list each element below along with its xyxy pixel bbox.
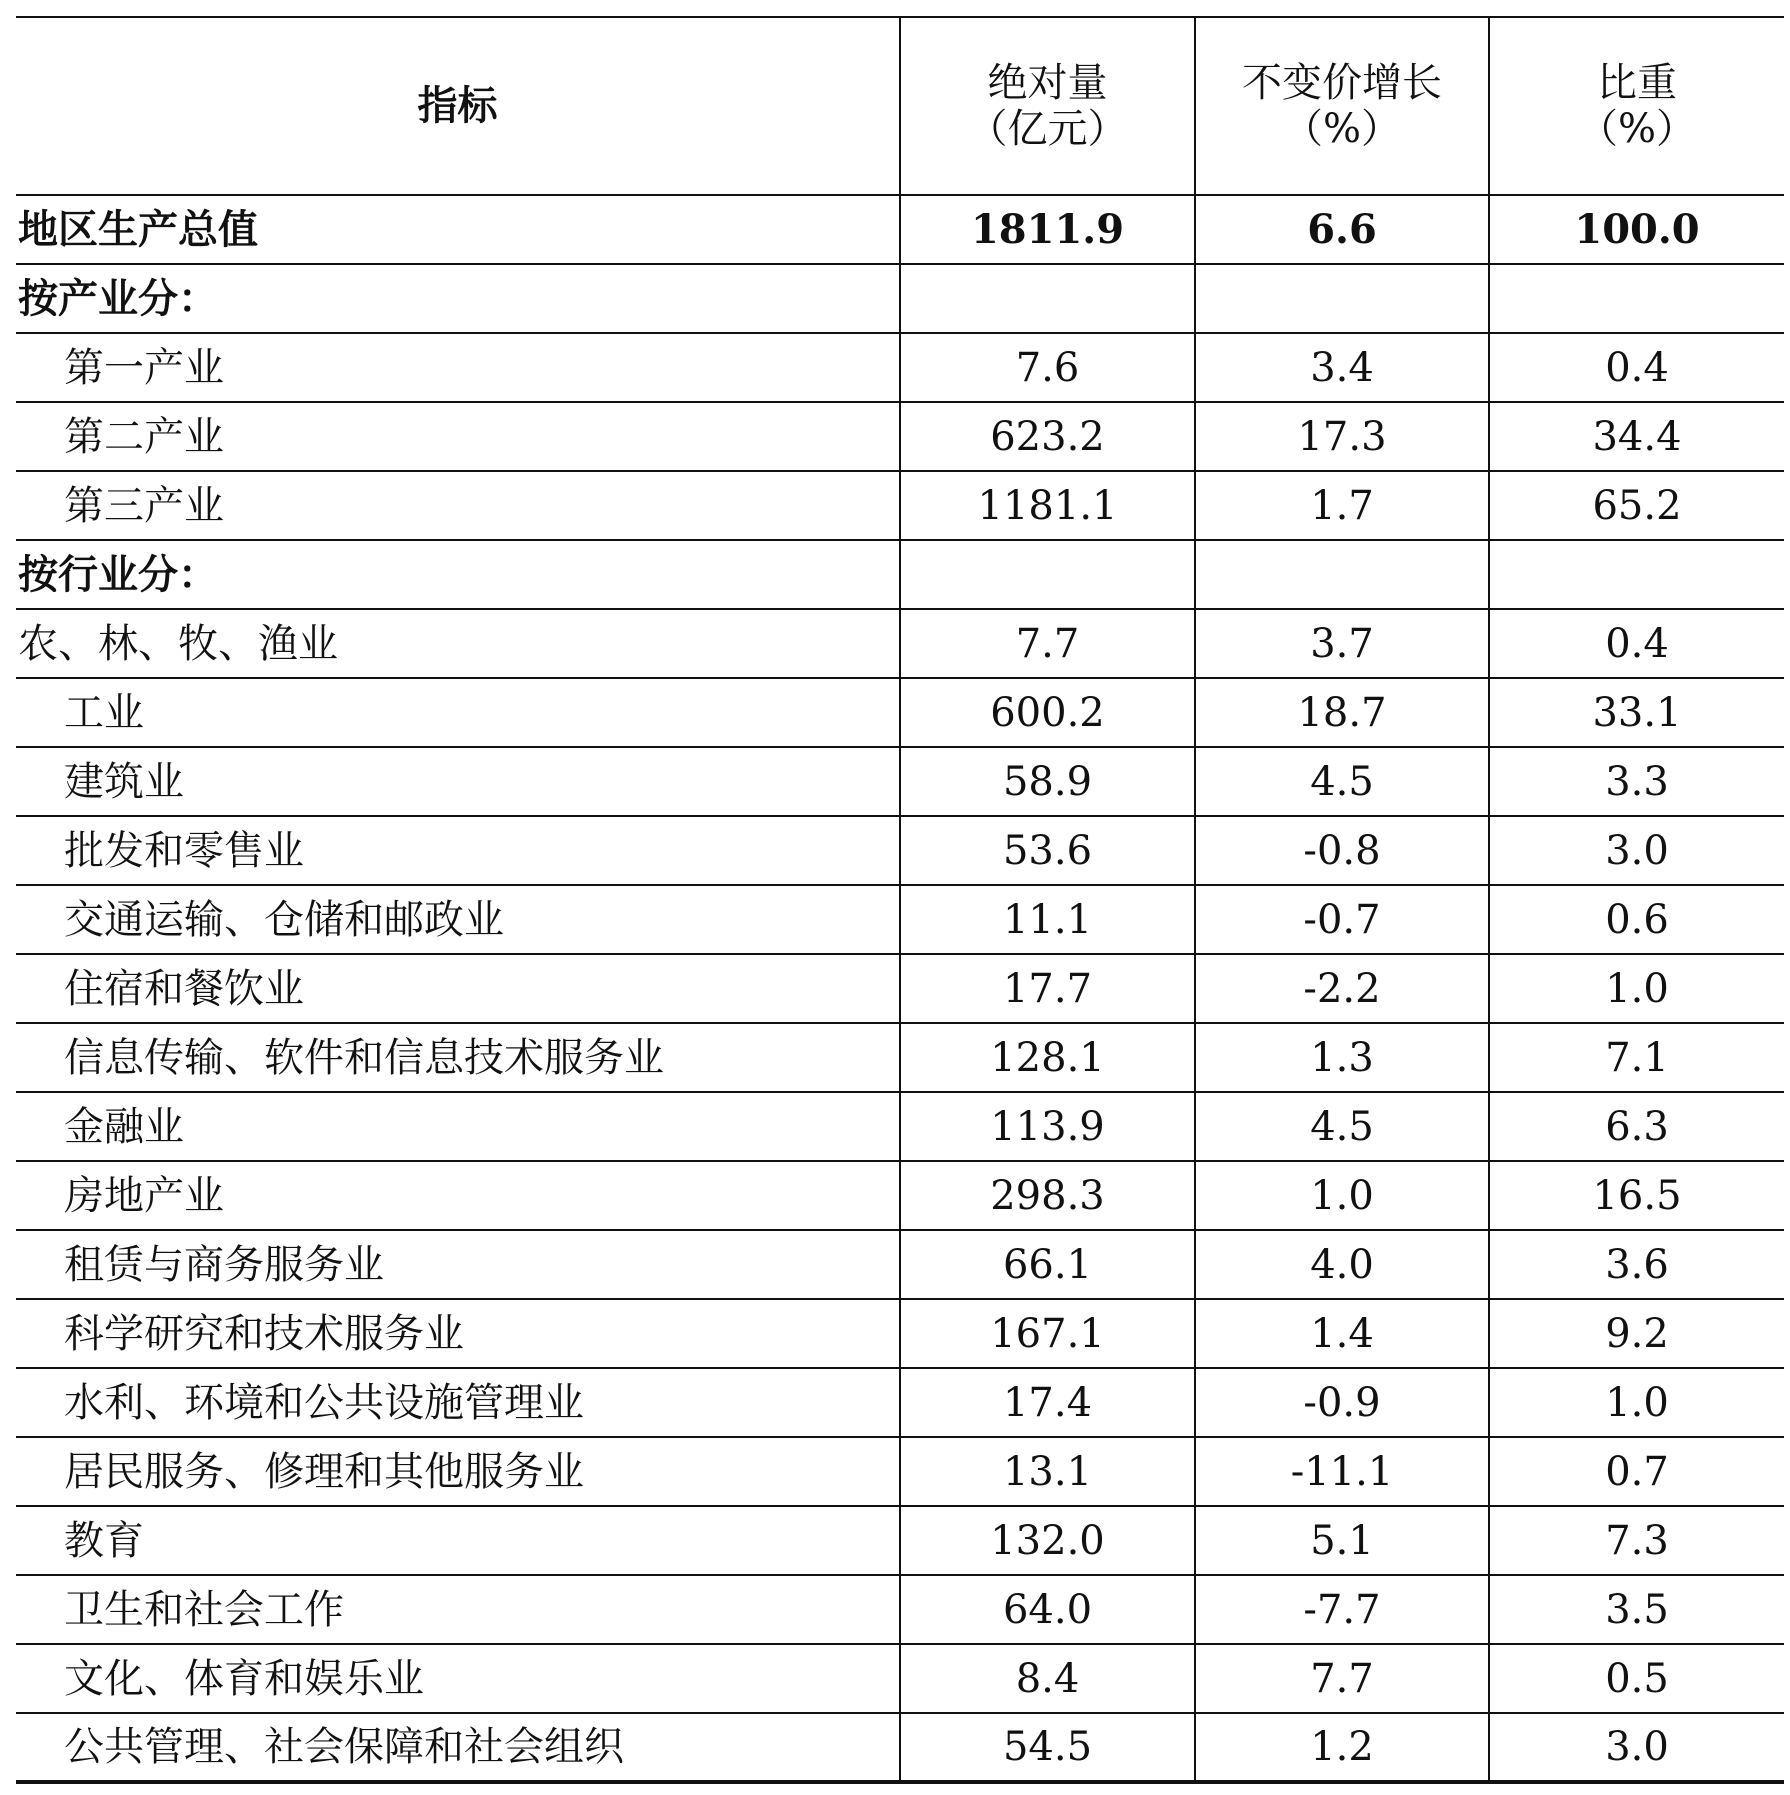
row-proportion: 33.1 [1489,678,1784,747]
row-growth: 3.7 [1195,609,1489,678]
row-absolute: 128.1 [900,1023,1195,1092]
row-growth: 1.7 [1195,471,1489,540]
header-indicator: 指标 [16,17,900,195]
row-proportion: 6.3 [1489,1092,1784,1161]
row-absolute: 66.1 [900,1230,1195,1299]
gdp-table [16,16,1784,1784]
table-row [16,1644,1784,1713]
row-absolute: 53.6 [900,816,1195,885]
table-row [16,333,1784,402]
table-row [16,1575,1784,1644]
row-growth: 1.0 [1195,1161,1489,1230]
row-absolute [900,540,1195,609]
row-absolute: 13.1 [900,1437,1195,1506]
header-proportion [1489,17,1784,195]
header-proportion-unit: （%） [1577,106,1696,152]
header-growth-label: 不变价增长 [1242,60,1442,106]
row-name: 居民服务、修理和其他服务业 [16,1437,900,1506]
header-absolute-amount-unit: （亿元） [967,106,1128,152]
row-absolute: 623.2 [900,402,1195,471]
row-absolute [900,264,1195,333]
row-growth: 4.5 [1195,747,1489,816]
table-row [16,1230,1784,1299]
table-row [16,1506,1784,1575]
row-proportion: 7.3 [1489,1506,1784,1575]
row-name: 交通运输、仓储和邮政业 [16,885,900,954]
row-name: 租赁与商务服务业 [16,1230,900,1299]
row-proportion: 65.2 [1489,471,1784,540]
row-name: 农、林、牧、渔业 [16,609,900,678]
row-growth: -0.8 [1195,816,1489,885]
table-row [16,816,1784,885]
table-row [16,678,1784,747]
row-growth [1195,540,1489,609]
row-absolute: 1181.1 [900,471,1195,540]
row-name: 科学研究和技术服务业 [16,1299,900,1368]
table-row [16,1161,1784,1230]
row-growth: 3.4 [1195,333,1489,402]
row-proportion: 7.1 [1489,1023,1784,1092]
table-row [16,609,1784,678]
row-growth: -7.7 [1195,1575,1489,1644]
table-row [16,1023,1784,1092]
row-name: 第一产业 [16,333,900,402]
row-proportion: 3.5 [1489,1575,1784,1644]
table-row [16,540,1784,609]
row-proportion: 0.5 [1489,1644,1784,1713]
row-name: 按行业分： [16,540,900,609]
row-name: 信息传输、软件和信息技术服务业 [16,1023,900,1092]
row-absolute: 54.5 [900,1713,1195,1782]
gdp-table-container [16,16,1784,1784]
row-growth: 17.3 [1195,402,1489,471]
row-growth: -11.1 [1195,1437,1489,1506]
table-row [16,402,1784,471]
row-proportion: 3.3 [1489,747,1784,816]
row-name: 按产业分： [16,264,900,333]
row-name: 第二产业 [16,402,900,471]
table-row [16,1437,1784,1506]
table-header-row [16,17,1784,195]
row-name: 金融业 [16,1092,900,1161]
row-absolute: 64.0 [900,1575,1195,1644]
row-absolute: 600.2 [900,678,1195,747]
row-absolute: 167.1 [900,1299,1195,1368]
row-absolute: 17.7 [900,954,1195,1023]
row-proportion: 34.4 [1489,402,1784,471]
row-proportion: 3.6 [1489,1230,1784,1299]
row-proportion: 1.0 [1489,1368,1784,1437]
row-name: 文化、体育和娱乐业 [16,1644,900,1713]
row-name: 房地产业 [16,1161,900,1230]
table-row [16,954,1784,1023]
row-growth: 4.5 [1195,1092,1489,1161]
row-absolute: 58.9 [900,747,1195,816]
row-growth: -2.2 [1195,954,1489,1023]
row-absolute: 113.9 [900,1092,1195,1161]
row-growth: 5.1 [1195,1506,1489,1575]
row-growth: 6.6 [1195,195,1489,264]
header-absolute-amount-label: 绝对量 [987,60,1108,106]
header-growth-unit: （%） [1282,106,1401,152]
row-growth: 1.2 [1195,1713,1489,1782]
row-proportion [1489,540,1784,609]
row-name: 教育 [16,1506,900,1575]
row-name: 卫生和社会工作 [16,1575,900,1644]
row-growth: 18.7 [1195,678,1489,747]
row-absolute: 17.4 [900,1368,1195,1437]
row-name: 地区生产总值 [16,195,900,264]
row-proportion: 0.6 [1489,885,1784,954]
table-row [16,471,1784,540]
table-row [16,1368,1784,1437]
row-absolute: 1811.9 [900,195,1195,264]
row-name: 公共管理、社会保障和社会组织 [16,1713,900,1782]
row-growth: 4.0 [1195,1230,1489,1299]
table-row [16,195,1784,264]
row-absolute: 7.6 [900,333,1195,402]
row-name: 水利、环境和公共设施管理业 [16,1368,900,1437]
table-row [16,885,1784,954]
row-proportion: 3.0 [1489,1713,1784,1782]
row-proportion: 9.2 [1489,1299,1784,1368]
table-row [16,1299,1784,1368]
row-absolute: 8.4 [900,1644,1195,1713]
table-row [16,264,1784,333]
row-name: 住宿和餐饮业 [16,954,900,1023]
table-row [16,1092,1784,1161]
header-constant-price-growth [1195,17,1489,195]
row-absolute: 132.0 [900,1506,1195,1575]
row-proportion: 3.0 [1489,816,1784,885]
row-proportion: 100.0 [1489,195,1784,264]
row-absolute: 11.1 [900,885,1195,954]
row-proportion: 1.0 [1489,954,1784,1023]
row-proportion [1489,264,1784,333]
row-name: 工业 [16,678,900,747]
row-name: 第三产业 [16,471,900,540]
row-name: 批发和零售业 [16,816,900,885]
row-proportion: 16.5 [1489,1161,1784,1230]
row-growth: 1.3 [1195,1023,1489,1092]
table-row [16,747,1784,816]
row-growth: 1.4 [1195,1299,1489,1368]
row-proportion: 0.7 [1489,1437,1784,1506]
header-absolute-amount [900,17,1195,195]
row-proportion: 0.4 [1489,609,1784,678]
row-growth: -0.9 [1195,1368,1489,1437]
row-growth: 7.7 [1195,1644,1489,1713]
row-absolute: 298.3 [900,1161,1195,1230]
row-name: 建筑业 [16,747,900,816]
table-row [16,1713,1784,1782]
header-proportion-label: 比重 [1597,60,1677,106]
row-growth [1195,264,1489,333]
row-growth: -0.7 [1195,885,1489,954]
row-proportion: 0.4 [1489,333,1784,402]
row-absolute: 7.7 [900,609,1195,678]
